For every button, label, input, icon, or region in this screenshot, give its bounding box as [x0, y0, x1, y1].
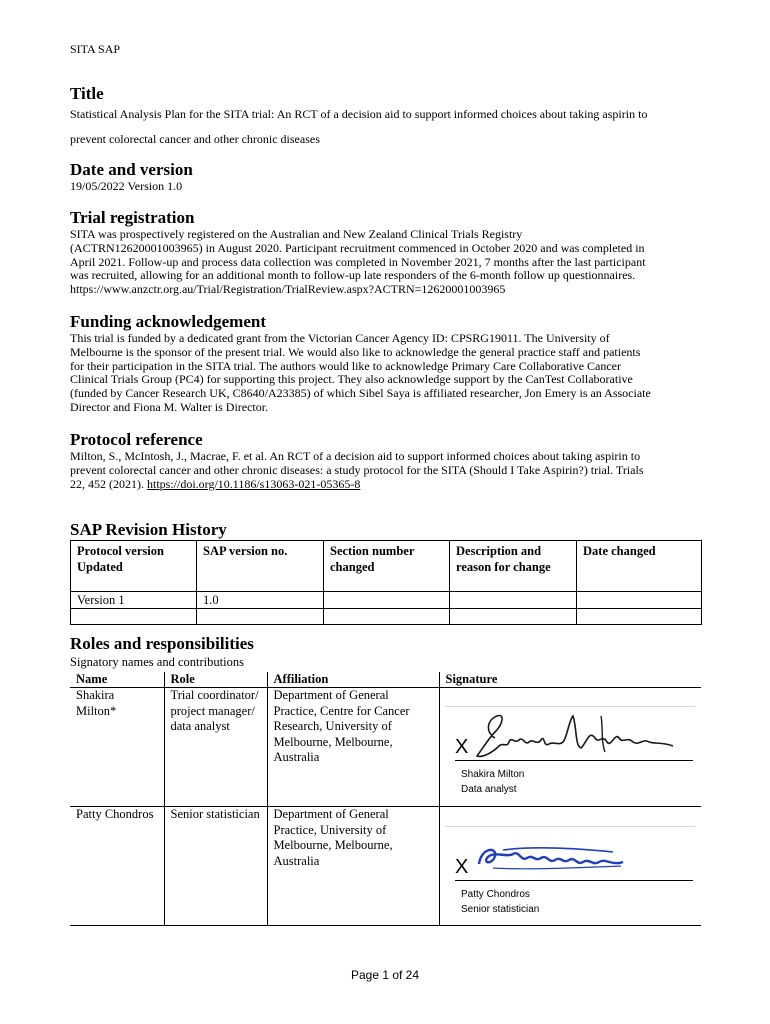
column-header: Section number changed [324, 541, 450, 592]
registry-url: https://www.anzctr.org.au/Trial/Registration/TrialReview.aspx?ACTRN=12620001003965 [70, 282, 506, 297]
handwritten-signature [473, 708, 683, 766]
paragraph-line: This trial is funded by a dedicated grant from the Victorian Cancer Agency ID: CPSRG19011. The University of [70, 331, 610, 345]
paragraph-line: prevent colorectal cancer and other chronic diseases: a study protocol for the SITA (Should I Take Aspirin?) trial. Trials [70, 462, 644, 477]
signature-name: Patty Chondros [461, 889, 530, 900]
table-row [71, 592, 702, 609]
table-cell [324, 592, 450, 609]
paragraph-line: (funded by Cancer Research UK, C8640/A23385) of which Sibel Saya is affiliated researcher, Jon Emery is an Associate [70, 386, 651, 401]
paragraph-line: Milton, S., McIntosh, J., Macrae, F. et al. An RCT of a decision aid to support informed choices about taking aspirin to [70, 449, 641, 463]
paragraph-line: for their participation in the SITA trial. The authors would like to acknowledge Primary Care Collaborative Cancer [70, 358, 621, 373]
title-text-line: prevent colorectal cancer and other chronic diseases [70, 132, 320, 146]
paragraph-line: Clinical Trials Group (PC4) for supporting this project. They also acknowledge support by the CanTest Collaborative [70, 372, 633, 387]
signature-frame [445, 826, 695, 827]
roles-subheading: Signatory names and contributions [70, 655, 244, 669]
signature-x-mark: X [455, 856, 469, 878]
page-number: Page 1 of 24 [350, 968, 420, 982]
paragraph-line: April 2021. Follow-up and process data collection was completed in November 2021, 7 months after the last participant [70, 254, 646, 269]
column-header: Affiliation [267, 672, 439, 688]
table-header-row [70, 672, 701, 688]
signature-role: Data analyst [461, 784, 517, 795]
signature-stroke [493, 866, 621, 869]
signature-block [445, 706, 695, 802]
paragraph-line: SITA was prospectively registered on the Australian and New Zealand Clinical Trials Registry [70, 227, 523, 241]
signatory-affiliation: Department of General Practice, University of Melbourne, Melbourne, Australia [267, 807, 439, 926]
section-heading: Title [70, 84, 104, 103]
table-cell [577, 609, 702, 625]
table-cell: Version 1 [71, 592, 197, 609]
signature-line [455, 880, 693, 881]
table-cell [450, 609, 577, 625]
table-cell: 1.0 [197, 592, 324, 609]
column-header: Name [70, 672, 164, 688]
paragraph-line [70, 478, 700, 492]
revision-history-section [70, 520, 700, 540]
column-header: SAP version no. [197, 541, 324, 592]
section-heading: Date and version [70, 160, 193, 179]
title-text-line: Statistical Analysis Plan for the SITA trial: An RCT of a decision aid to support informed choices about taking aspirin to [70, 107, 648, 121]
roles-section [70, 634, 700, 670]
signatory-role: Trial coordinator/ project manager/ data analyst [164, 688, 267, 807]
signature-x-mark: X [455, 736, 469, 758]
table-cell [324, 609, 450, 625]
table-cell [197, 609, 324, 625]
section-heading: Roles and responsibilities [70, 634, 254, 653]
funding-section [70, 312, 700, 415]
signature-stroke [479, 850, 623, 864]
table-cell [577, 592, 702, 609]
signatory-name: Shakira Milton* [70, 688, 164, 807]
registration-section [70, 208, 700, 297]
title-section [70, 84, 700, 152]
signature-stroke [477, 715, 673, 756]
citation-prefix: 22, 452 (2021). [70, 476, 147, 491]
running-header: SITA SAP [70, 42, 121, 56]
column-header: Description and reason for change [450, 541, 577, 592]
paragraph-line: (ACTRN12620001003965) in August 2020. Participant recruitment commenced in October 2020 and was completed in [70, 240, 645, 255]
signatory-affiliation: Department of General Practice, Centre for Cancer Research, University of Melbourne, Melbourne, Australia [267, 688, 439, 807]
section-heading: Trial registration [70, 208, 195, 227]
signatory-name: Patty Chondros [70, 807, 164, 926]
section-heading: Protocol reference [70, 430, 203, 449]
signature-block [445, 826, 695, 922]
handwritten-signature [473, 838, 633, 884]
paragraph-line: Melbourne is the sponsor of the present trial. We would also like to acknowledge the general practice staff and patients [70, 344, 641, 359]
signatory-role: Senior statistician [164, 807, 267, 926]
signature-stroke [503, 848, 613, 852]
protocol-section [70, 430, 700, 491]
table-header-row [71, 541, 702, 592]
column-header: Protocol version Updated [71, 541, 197, 592]
signature-name: Shakira Milton [461, 769, 525, 780]
section-heading: SAP Revision History [70, 520, 227, 539]
signature-role: Senior statistician [461, 904, 540, 915]
signature-frame [445, 706, 695, 707]
table-cell [71, 609, 197, 625]
table-row [71, 609, 702, 625]
column-header: Role [164, 672, 267, 688]
signature-stroke [601, 716, 605, 752]
revision-history-table [70, 540, 702, 625]
column-header: Date changed [577, 541, 702, 592]
paragraph-line: was recruited, allowing for an additional month to follow-up late responders of the 6-month follow up questionnaires. [70, 268, 636, 283]
date-section [70, 160, 700, 194]
signature-line [455, 760, 693, 761]
paragraph-line: Director and Fiona M. Walter is Director. [70, 399, 269, 414]
doi-link[interactable]: https://doi.org/10.1186/s13063-021-05365-8 [147, 476, 361, 491]
date-version-text: 19/05/2022 Version 1.0 [70, 179, 183, 193]
section-heading: Funding acknowledgement [70, 312, 266, 331]
table-cell [450, 592, 577, 609]
column-header: Signature [439, 672, 701, 688]
